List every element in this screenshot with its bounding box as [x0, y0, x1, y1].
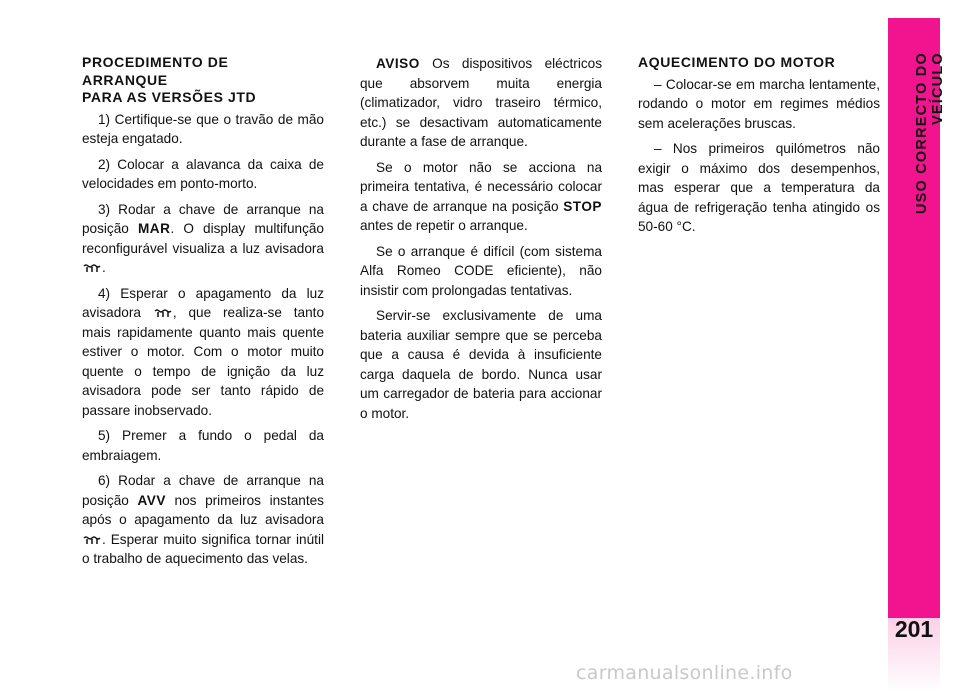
warmup-paragraph-2: – Nos primeiros quilómetros não exigir o máximo dos desempenhos, mas esperar que a temperatura da água de refrigeração tenha atingido os 50-60 °C.	[638, 141, 880, 234]
heading-line-3: PARA AS VERSÕES JTD	[82, 89, 257, 105]
retry-paragraph: Se o motor não se acciona na primeira tentativa, é necessário colocar a chave de arranque na posição STOP antes de repetir o arranque.	[360, 159, 602, 233]
heading-engine-warmup: AQUECIMENTO DO MOTOR	[638, 54, 836, 70]
heading-line-1: PROCEDIMENTO DE	[82, 54, 229, 70]
step-5: 5) Premer a fundo o pedal da embraiagem.	[82, 428, 324, 463]
difficult-start-paragraph: Se o arranque é difícil (com sistema Alfa Romeo CODE eficiente), não insistir com prolongadas tentativas.	[360, 243, 602, 298]
step-2: 2) Colocar a alavanca da caixa de velocidades em ponto-morto.	[82, 156, 324, 191]
page-number: 201	[894, 616, 934, 642]
step-1: 1) Certifique-se que o travão de mão esteja engatado.	[82, 111, 324, 146]
heading-start-procedure	[82, 54, 324, 107]
section-title: USO CORRECTO DO VEÍCULO	[914, 52, 946, 214]
glow-plug-icon	[82, 535, 102, 545]
keyword-aviso: AVISO	[376, 56, 420, 71]
keyword-mar: MAR	[137, 221, 171, 236]
glow-plug-icon	[82, 263, 102, 273]
step-6: 6) Rodar a chave de arranque na posição AVV nos primeiros instantes após o apagamento da luz avisadora . Esperar muito significa tornar inútil o trabalho de aquecimento das velas.	[82, 473, 324, 566]
watermark: carmanualsonline.info	[576, 662, 793, 684]
column-engine-warmup	[638, 54, 880, 243]
step-3: 3) Rodar a chave de arranque na posição MAR. O display multifunção reconfigurável visualiza a luz avisadora .	[82, 201, 324, 275]
warning-paragraph: AVISO Os dispositivos eléctricos que absorvem muita energia (climatizador, vidro traseiro térmico, etc.) se desactivam automaticamente durante a fase de arranque.	[360, 56, 602, 149]
warmup-paragraph-1: – Colocar-se em marcha lentamente, rodando o motor em regimes médios sem acelerações bruscas.	[638, 76, 880, 131]
keyword-stop: STOP	[563, 198, 602, 214]
battery-paragraph: Servir-se exclusivamente de uma bateria auxiliar sempre que se perceba que a causa é devida à insuficiente carga daquela de bordo. Nunca usar um carregador de bateria para accionar o motor.	[360, 308, 602, 421]
column-warnings	[360, 54, 602, 429]
keyword-avv: AVV	[137, 492, 166, 508]
column-start-procedure	[82, 54, 324, 575]
step-4: 4) Esperar o apagamento da luz avisadora , que realiza-se tanto mais rapidamente quanto mais quente estiver o motor. Com o motor muito quente o tempo de ignição da luz avisadora pode ser tanto rápido de passare inobservado.	[82, 285, 325, 418]
glow-plug-icon	[153, 308, 173, 318]
heading-line-2: ARRANQUE	[82, 71, 168, 88]
